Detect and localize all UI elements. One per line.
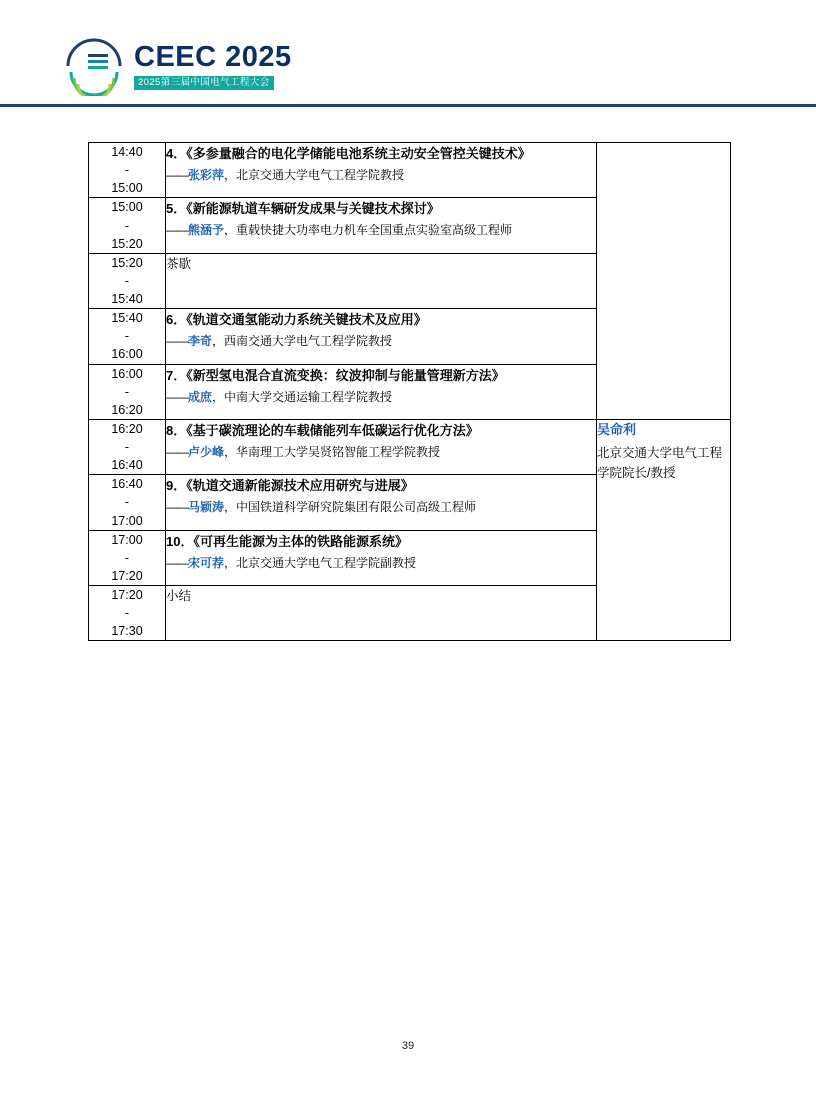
time-end: 15:20 — [111, 236, 143, 251]
topic-cell — [166, 309, 597, 364]
ceec-wave-logo-icon — [62, 36, 126, 96]
time-separator: - — [124, 384, 130, 399]
time-cell — [89, 253, 166, 308]
speaker-line — [166, 221, 596, 240]
logo-subtitle: 2025第三届中国电气工程大会 — [134, 76, 274, 90]
time-end: 15:00 — [111, 181, 143, 196]
topic-title: 7．《新型氢电混合直流变换：纹波抑制与能量管理新方法》 — [166, 367, 505, 383]
speaker-name: 成庶 — [188, 389, 213, 404]
time-start: 16:20 — [111, 421, 143, 436]
time-cell — [89, 143, 166, 198]
time-end: 15:40 — [111, 292, 143, 306]
time-cell — [89, 309, 166, 364]
speaker-name: 张彩萍 — [188, 168, 225, 183]
topic-cell — [166, 475, 597, 530]
speaker-name: 熊涵予 — [188, 223, 225, 238]
time-cell — [89, 586, 166, 641]
time-separator: - — [124, 273, 130, 288]
speaker-name: 宋可荐 — [188, 555, 225, 570]
speaker-line — [166, 443, 596, 462]
time-end: 17:30 — [111, 624, 143, 639]
speaker-name: 李奇 — [188, 334, 213, 349]
speaker-affiliation: ，重载快捷大功率电力机车全国重点实验室高级工程师 — [224, 223, 513, 238]
chair-block — [597, 420, 730, 483]
topic-title: 6．《轨道交通氢能动力系统关键技术及应用》 — [166, 312, 427, 328]
summary-label: 小结 — [166, 586, 597, 641]
document-header — [62, 30, 292, 102]
time-cell — [89, 198, 166, 253]
topic-title: 10．《可再生能源为主体的铁路能源系统》 — [166, 533, 408, 549]
topic-title: 5．《新能源轨道车辆研发成果与关键技术探讨》 — [166, 201, 440, 217]
time-separator: - — [124, 495, 130, 510]
dash-mark: —— — [166, 389, 188, 404]
time-start: 16:40 — [111, 477, 143, 492]
time-separator: - — [124, 440, 130, 454]
chair-cell-top — [597, 143, 731, 420]
time-start: 15:00 — [111, 200, 143, 215]
logo-title: CEEC 2025 — [134, 41, 292, 74]
time-start: 15:40 — [111, 311, 143, 326]
time-cell — [89, 364, 166, 419]
speaker-affiliation: ，北京交通大学电气工程学院教授 — [224, 168, 405, 183]
time-separator: - — [124, 550, 130, 565]
time-separator: - — [124, 163, 130, 178]
speaker-line — [166, 166, 596, 185]
time-end: 16:20 — [111, 402, 143, 417]
chair-name: 吴命利 — [597, 421, 637, 437]
logo-text-block — [134, 42, 292, 90]
speaker-affiliation: ，中南大学交通运输工程学院教授 — [212, 389, 393, 404]
header-divider — [0, 104, 816, 107]
time-separator: - — [124, 329, 130, 344]
chair-affiliation: 北京交通大学电气工程学院院长/教授 — [597, 445, 723, 480]
topic-cell — [166, 143, 597, 198]
speaker-name: 马颖涛 — [188, 500, 225, 515]
speaker-affiliation: ，北京交通大学电气工程学院副教授 — [224, 555, 417, 570]
table-row — [89, 143, 731, 198]
speaker-affiliation: ，华南理工大学吴贤铭智能工程学院教授 — [224, 444, 441, 459]
speaker-affiliation: ，中国铁道科学研究院集团有限公司高级工程师 — [224, 500, 477, 515]
time-cell — [89, 530, 166, 585]
time-end: 16:40 — [111, 458, 143, 473]
time-end: 17:00 — [111, 513, 143, 528]
time-start: 14:40 — [111, 145, 143, 159]
dash-mark: —— — [166, 500, 188, 515]
chair-cell — [597, 419, 731, 641]
time-cell — [89, 419, 166, 474]
speaker-affiliation: ，西南交通大学电气工程学院教授 — [212, 334, 393, 349]
topic-title: 9．《轨道交通新能源技术应用研究与进展》 — [166, 478, 414, 494]
agenda-table — [88, 142, 731, 641]
time-end: 16:00 — [111, 347, 143, 362]
topic-title: 8．《基于碳流理论的车载储能列车低碳运行优化方法》 — [166, 422, 479, 438]
time-start: 17:00 — [111, 532, 143, 547]
speaker-name: 卢少峰 — [188, 444, 225, 459]
speaker-line — [166, 554, 596, 573]
topic-cell — [166, 198, 597, 253]
break-label: 茶歇 — [166, 253, 597, 308]
time-start: 15:20 — [111, 255, 143, 270]
dash-mark: —— — [166, 168, 188, 183]
time-start: 16:00 — [111, 366, 143, 381]
speaker-line — [166, 332, 596, 351]
dash-mark: —— — [166, 444, 188, 459]
topic-title: 4．《多参量融合的电化学储能电池系统主动安全管控关键技术》 — [166, 146, 531, 161]
speaker-line — [166, 388, 596, 407]
time-end: 17:20 — [111, 568, 143, 583]
topic-cell — [166, 364, 597, 419]
time-separator: - — [124, 218, 130, 233]
agenda-table-wrapper — [88, 142, 729, 641]
dash-mark: —— — [166, 223, 188, 238]
dash-mark: —— — [166, 555, 188, 570]
table-row — [89, 419, 731, 474]
time-cell — [89, 475, 166, 530]
topic-cell — [166, 419, 597, 474]
topic-cell — [166, 530, 597, 585]
speaker-line — [166, 498, 596, 517]
time-separator: - — [124, 606, 130, 621]
page-number: 39 — [401, 1040, 415, 1052]
time-start: 17:20 — [111, 588, 143, 602]
dash-mark: —— — [166, 334, 188, 349]
